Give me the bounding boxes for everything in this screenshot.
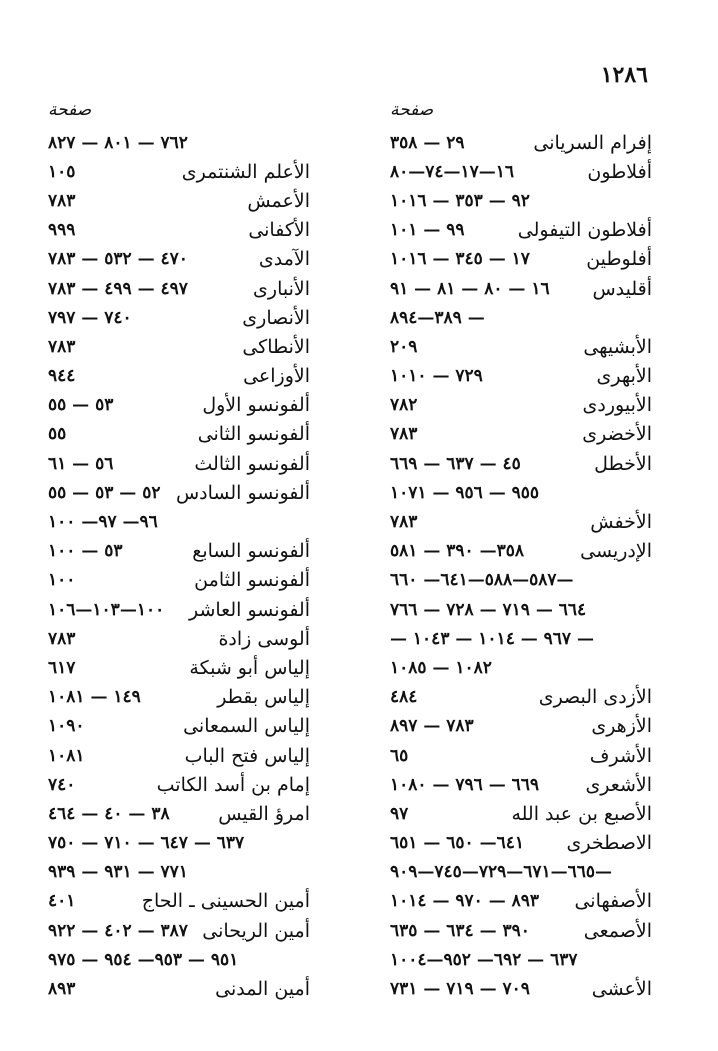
index-entry [48,274,310,303]
entry-name: الإدريسى [580,540,652,563]
index-entry-continuation [48,507,310,536]
entry-name: إفرام السريانى [533,131,652,154]
entry-name: الأنبارى [253,277,310,300]
index-entry [48,653,310,682]
entry-name: ألفونسو الثالث [194,452,310,475]
entry-name: الأخضرى [582,423,652,446]
entry-pages: ١٠٩٠ [48,716,85,737]
entry-pages: ٨٩٣ — ٩٧٠ — ١٠١٤ [390,891,540,912]
entry-pages: ٩٥٥ — ٩٥٦ — ١٠٧١ [390,482,540,503]
entry-pages: ١٦ — ٨٠ — ٨١ — ٩١ [390,278,550,299]
entry-pages: ١٠٨١ [48,745,85,766]
entry-pages: ١٠٠ [48,570,76,591]
entry-name: الأعلم الشنتمرى [181,160,310,183]
index-entry [48,537,310,566]
entry-name: الأصمعى [583,919,652,942]
entry-pages: ٧٨٣ [390,512,418,533]
entry-pages: ٤٩٧ — ٤٩٩ — ٧٨٣ [48,278,188,299]
index-entry-continuation [390,653,652,682]
entry-pages: ٧٤٠ — ٧٩٧ [48,307,132,328]
entry-name: إلياس بقطر [217,686,310,709]
entry-pages: ٦١٧ [48,657,76,678]
index-entry [48,712,310,741]
index-entry [390,829,652,858]
entry-pages: ١٤٩ — ١٠٨١ [48,687,141,708]
entry-pages: ٩٩٩ [48,220,76,241]
entry-pages: ٤٠١ [48,891,76,912]
entry-pages: ٢٩ — ٣٥٨ [390,132,465,153]
entry-pages: ٥٦ — ٦١ [48,453,114,474]
entry-name: إمام بن أسد الكاتب [156,773,310,796]
index-entry [48,741,310,770]
entry-name: الأصبع بن عبد الله [511,802,652,825]
index-entry [390,507,652,536]
index-entry [390,157,652,186]
entry-name: أمين الحسينى ـ الحاج [141,890,310,913]
index-column-left [48,92,310,1004]
entry-pages: — ٩٦٧ — ١٠١٤ — ١٠٤٣ — [390,628,594,649]
index-entry-continuation [390,566,652,595]
index-entry [48,303,310,332]
index-entry [390,741,652,770]
entry-pages: ١٧ — ٣٤٥ — ١٠١٦ [390,249,530,270]
entry-name: الأزدى البصرى [538,686,652,709]
entry-name: إلياس فتح الباب [184,744,310,767]
entry-name: ألفونسو الثانى [197,423,310,446]
index-entry-continuation [390,478,652,507]
entry-name: الآمدى [258,248,310,271]
entry-name: إلياس أبو شبكة [189,656,310,679]
entry-name: أفلاطون التيفولى [517,219,652,242]
index-entry [390,799,652,828]
index-entry-continuation [390,595,652,624]
index-entry [48,799,310,828]
entry-pages: ٦٣٧ — ٦٩٢— ٩٥٢—١٠٠٤ [390,949,578,970]
entry-pages: ٧٨٣ — ٨٩٧ [390,716,474,737]
index-entry [48,683,310,712]
entry-pages: ٢٠٩ [390,336,418,357]
entry-pages: ٦٦٩ — ٧٩٦ — ١٠٨٠ [390,774,540,795]
index-entry [48,391,310,420]
entry-name: الأزهرى [591,715,652,738]
entry-pages: ٥٢ — ٥٣ — ٥٥ [48,482,161,503]
index-entry-continuation [48,829,310,858]
entry-name: أمين الريحانى [202,919,310,942]
index-entry [390,274,652,303]
index-entry [48,566,310,595]
entry-name: ألفونسو السادس [175,481,310,504]
index-entry [48,770,310,799]
entry-pages: ٩٩ — ١٠١ [390,220,465,241]
entry-pages: ٣٨ — ٤٠ — ٤٦٤ [48,803,170,824]
page-number: ١٢٨٦ [600,62,648,88]
entry-pages: ٩٥١ — ٩٥٣— ٩٥٤ — ٩٧٥ [48,949,239,970]
entry-name: إلياس السمعانى [183,715,310,738]
index-entry [48,362,310,391]
entry-pages: —٦٦٥—٦٧١—٧٢٩—٧٤٥—٩٠٩ [390,862,613,883]
index-entry-continuation [390,945,652,974]
entry-pages: —٥٨٧—٥٨٨—٦٤١— ٦٦٠ [390,570,574,591]
entry-pages: ٩٧ [390,803,409,824]
entry-name: الأوزاعى [243,365,310,388]
index-entry [48,974,310,1003]
index-entry-continuation [48,858,310,887]
entry-name: الأصفهانى [574,890,652,913]
index-entry-continuation [390,624,652,653]
entry-pages: ٩٢ — ٣٥٣ — ١٠١٦ [390,190,530,211]
entry-pages: ٣٩٠ — ٦٣٤ — ٦٣٥ [390,920,530,941]
entry-name: الأنطاكى [242,335,310,358]
entry-name: أفلوطين [586,248,652,271]
index-entry [48,449,310,478]
index-entry [48,245,310,274]
entry-pages: ٣٨٧ — ٤٠٢ — ٩٢٢ [48,920,188,941]
entry-pages: ٦٤١— ٦٥٠ — ٦٥١ [390,833,524,854]
entry-name: ألفونسو الثامن [194,569,310,592]
index-entry-continuation [390,858,652,887]
index-entry [390,391,652,420]
entry-pages: ٤٨٤ [390,687,418,708]
entry-pages: ٧٨٣ [48,336,76,357]
index-entry [48,624,310,653]
entry-pages: ١٠٠—١٠٣—١٠٦ [48,599,165,620]
index-entry [48,420,310,449]
entry-name: الأبيوردى [582,394,652,417]
entry-pages: ٩٤٤ [48,366,76,387]
entry-name: الأخطل [594,452,652,475]
index-entry [390,128,652,157]
index-entry [390,420,652,449]
entry-name: أقليدس [592,277,652,300]
entry-name: الأعشى [591,978,652,1001]
entry-pages: ٧٢٩ — ١٠١٠ [390,366,483,387]
entry-name: الأنصارى [242,306,310,329]
entry-pages: ٧٤٠ [48,774,76,795]
entry-pages: ٥٥ [48,424,67,445]
column-header: صفحة [390,100,434,120]
entry-name: ألفونسو السابع [192,540,310,563]
entry-pages: ٩٦— ٩٧— ١٠٠ [48,512,158,533]
entry-pages: ٧٨٣ [390,424,418,445]
entry-name: ألفونسو الأول [202,394,310,417]
entry-name: ألفونسو العاشر [188,598,310,621]
index-entry [390,332,652,361]
index-entry [390,245,652,274]
entry-pages: ١٠٨٢ — ١٠٨٥ [390,657,492,678]
index-entry [390,216,652,245]
index-entry [48,916,310,945]
index-column-right [390,92,652,1004]
entry-pages: ٥٣ — ٥٥ [48,395,114,416]
entry-pages: ٦٣٧ — ٦٤٧ — ٧١٠ — ٧٥٠ [48,833,245,854]
column-header: صفحة [48,100,92,120]
entry-pages: ٧٨٣ [48,628,76,649]
entry-pages: ٦٦٤ — ٧١٩ — ٧٢٨ — ٧٦٦ [390,599,587,620]
entry-pages: — ٣٨٩—٨٩٤ [390,307,485,328]
entry-pages: ٧٨٣ [48,190,76,211]
entry-name: الأكفانى [248,219,310,242]
entry-name: امرؤ القيس [218,802,310,825]
entry-pages: ١٠٥ [48,161,76,182]
entry-name: الأبشيهى [583,335,652,358]
index-entry [48,216,310,245]
entry-name: الأبهرى [596,365,652,388]
index-entry [390,449,652,478]
entry-pages: ٨٩٣ [48,979,76,1000]
entry-pages: ٧٧١ — ٩٣١ — ٩٣٩ [48,862,188,883]
index-entry [390,712,652,741]
index-entry [48,478,310,507]
index-entry [390,887,652,916]
entry-name: الأشرف [589,744,652,767]
entry-name: الأشعرى [585,773,652,796]
entry-pages: ٤٥ — ٦٣٧ — ٦٦٩ [390,453,521,474]
entry-pages: ١٦—١٧—٧٤—٨٠ [390,161,515,182]
index-entry [390,362,652,391]
entry-pages: ٥٣ — ١٠٠ [48,541,123,562]
index-entry [390,537,652,566]
index-entry [48,595,310,624]
index-entry [48,186,310,215]
index-entry [48,332,310,361]
entry-name: أمين المدنى [215,978,310,1001]
entry-name: الاصطخرى [566,832,652,855]
index-entry-continuation [390,186,652,215]
entry-pages: ٧٨٢ [390,395,418,416]
entry-name: ألوسى زادة [218,627,310,650]
index-entry [390,683,652,712]
index-entries [390,128,652,1004]
entry-name: الأخفش [590,511,652,534]
index-entry [48,887,310,916]
entry-pages: ٧٠٩ — ٧١٩ — ٧٣١ [390,979,530,1000]
entry-name: الأعمش [247,189,310,212]
entry-pages: ٣٥٨— ٣٩٠ — ٥٨١ [390,541,524,562]
index-entry [390,770,652,799]
index-entry [390,974,652,1003]
index-entry [48,157,310,186]
entry-pages: ٤٧٠ — ٥٣٢ — ٧٨٣ [48,249,188,270]
index-entry [390,916,652,945]
index-entry-continuation [48,128,310,157]
index-entry-continuation [390,303,652,332]
entry-pages: ٦٥ [390,745,409,766]
entry-pages: ٧٦٢ — ٨٠١ — ٨٢٧ [48,132,188,153]
index-entries [48,128,310,1004]
index-entry-continuation [48,945,310,974]
entry-name: أفلاطون [587,160,652,183]
